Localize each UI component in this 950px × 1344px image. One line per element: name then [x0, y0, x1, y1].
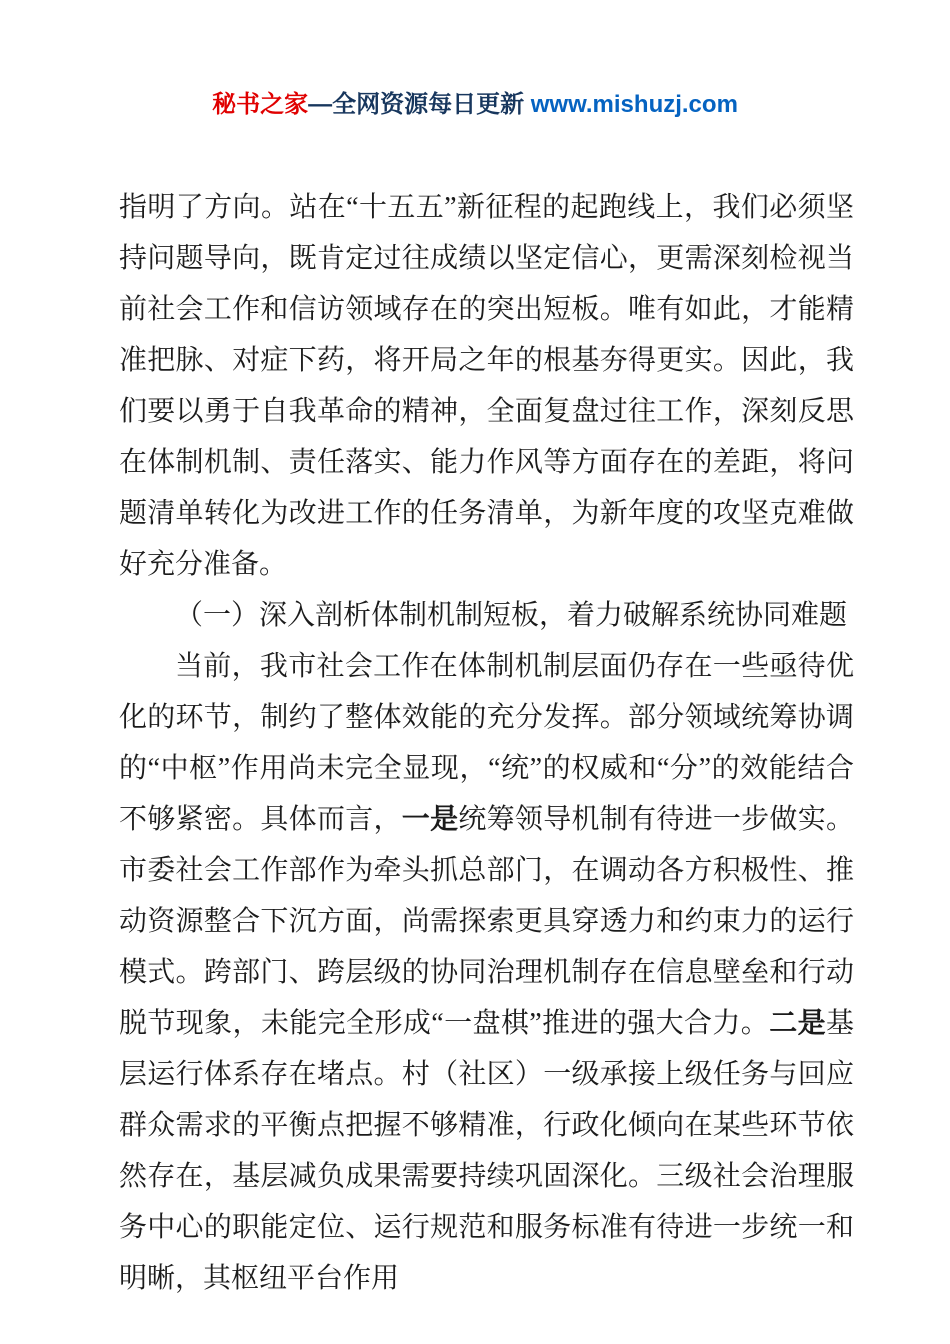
text-segment: 基层运行体系存在堵点。村（社区）一级承接上级任务与回应群众需求的平衡点把握不够精准，行政化倾向在某些环节依然存在，基层减负成果需要持续巩固深化。三级社会治理服务中心的职能定位、运行规范和服务标准有待进一步统一和明晰，其枢纽平台作用 — [119, 1008, 854, 1294]
analysis-paragraph — [119, 641, 854, 1304]
page-header — [0, 0, 950, 122]
text-segment: 当前，我市社会工作在体制机制层面仍存在一些亟待优化的环节，制约了整体效能的充分发挥。部分领域统筹协调的“中枢”作用尚未完全显现，“统”的权威和“分”的效能结合不够紧密。具体而言， — [119, 651, 854, 835]
section-heading-text: （一）深入剖析体制机制短板，着力破解系统协同难题 — [175, 600, 848, 631]
tagline-text: —全网资源每日更新 — [308, 91, 531, 118]
continuation-paragraph — [119, 182, 854, 590]
continuation-paragraph-text: 指明了方向。站在“十五五”新征程的起跑线上，我们必须坚持问题导向，既肯定过往成绩以坚定信心，更需深刻检视当前社会工作和信访领域存在的突出短板。唯有如此，才能精准把脉、对症下药，将开局之年的根基夯得更实。因此，我们要以勇于自我革命的精神，全面复盘过往工作，深刻反思在体制机制、责任落实、能力作风等方面存在的差距，将问题清单转化为改进工作的任务清单，为新年度的攻坚克难做好充分准备。 — [119, 192, 854, 580]
document-content — [0, 182, 950, 1304]
site-url-link[interactable]: www.mishuzj.com — [530, 91, 738, 118]
text-segment: 统筹领导机制有待进一步做实。市委社会工作部作为牵头抓总部门，在调动各方积极性、推动资源整合下沉方面，尚需探索更具穿透力和约束力的运行模式。跨部门、跨层级的协同治理机制存在信息壁垒和行动脱节现象，未能完全形成“一盘棋”推进的强大合力。 — [119, 804, 854, 1039]
section-heading — [119, 590, 854, 641]
bold-marker-first: 一是 — [401, 804, 459, 835]
brand-text: 秘书之家 — [212, 91, 309, 118]
bold-marker-second: 二是 — [769, 1008, 826, 1039]
